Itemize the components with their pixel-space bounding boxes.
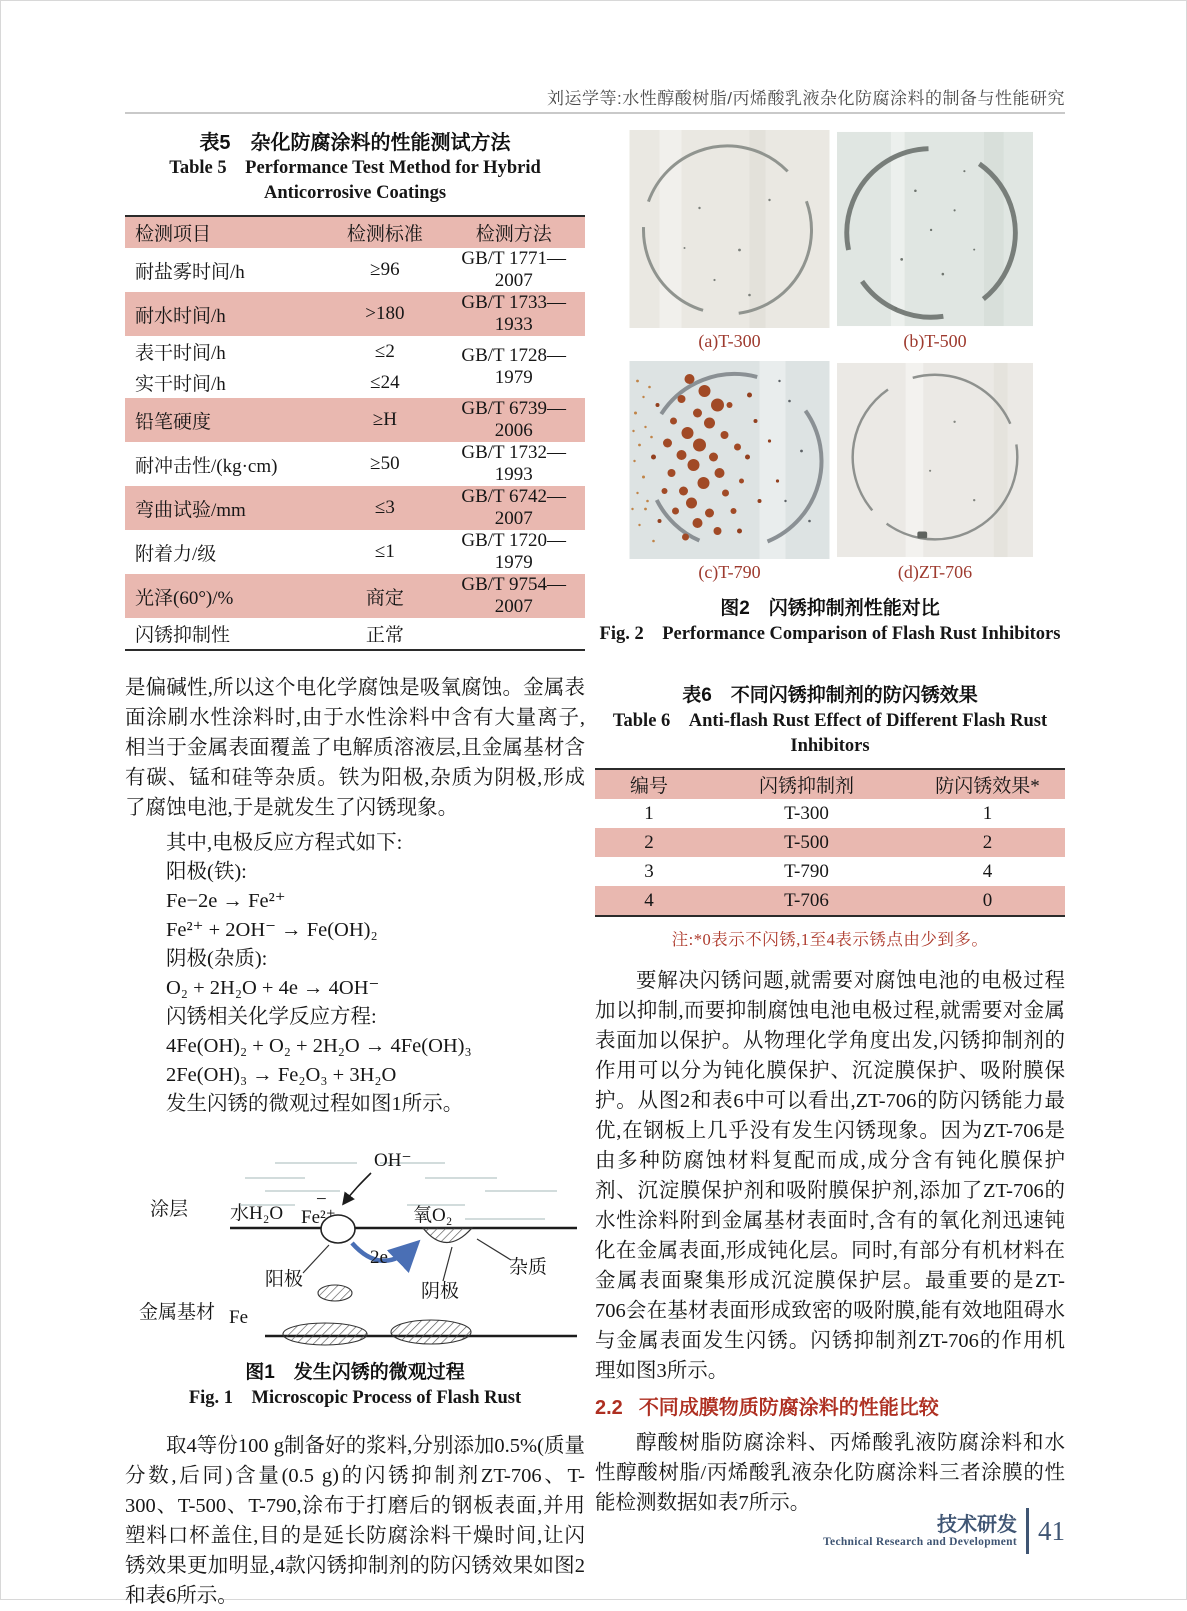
cell-item: 弯曲试验/mm bbox=[135, 499, 246, 521]
table-row bbox=[125, 292, 585, 336]
paragraph: 取4等份100 g制备好的浆料,分别添加0.5%(质量分数,后同)含量(0.5 g)的闪锈抑制剂ZT-706、T-300、T-500、T-790,涂布于打磨后的钢板表面,并用塑料口杯盖住,目的是延长防腐涂料干燥时间,让闪锈效果更加明显,4款闪锈抑制剂的防闪锈效果如图2和表6所示。 bbox=[125, 1435, 585, 1607]
flash-rust-diagram bbox=[125, 1133, 585, 1355]
cell-item: 光泽(60°)/% bbox=[135, 587, 234, 609]
equation-line: 阴极(杂质): bbox=[166, 948, 268, 970]
photo-label-c: (c)T-790 bbox=[698, 562, 761, 582]
cell-standard: 商定 bbox=[365, 587, 404, 609]
cell-inhibitor: T-300 bbox=[784, 802, 829, 824]
cell-method: GB/T 1720—1979 bbox=[461, 530, 567, 573]
photo-t300 bbox=[628, 130, 831, 328]
table-row bbox=[125, 574, 585, 618]
cell-item: 耐冲击性/(kg·cm) bbox=[135, 455, 278, 477]
right-column bbox=[595, 130, 1065, 1518]
col-header: 闪锈抑制剂 bbox=[758, 776, 854, 797]
cell-effect: 2 bbox=[982, 831, 993, 853]
table-row bbox=[125, 486, 585, 530]
table-row bbox=[125, 442, 585, 486]
label-substrate: 金属基材 bbox=[139, 1302, 216, 1323]
photo-t790 bbox=[628, 361, 831, 559]
section-heading-2-2 bbox=[595, 1394, 1065, 1422]
col-header: 防闪锈效果* bbox=[935, 776, 1040, 797]
figure2-captions bbox=[595, 596, 1065, 647]
table5 bbox=[125, 215, 585, 651]
cell-standard: 正常 bbox=[365, 625, 404, 646]
figure2-photo-grid bbox=[628, 130, 1065, 592]
table-row bbox=[595, 828, 1065, 857]
cell-item: 闪锈抑制性 bbox=[135, 625, 231, 646]
cell-no: 2 bbox=[644, 831, 654, 853]
label-minus: − bbox=[316, 1189, 327, 1210]
label-electrons: 2e bbox=[370, 1247, 388, 1268]
cell-inhibitor: T-706 bbox=[784, 889, 829, 911]
figure1 bbox=[125, 1133, 585, 1411]
table-row bbox=[125, 248, 585, 292]
cell-standard: ≥H bbox=[372, 409, 397, 430]
cathode-pointer bbox=[443, 1247, 452, 1281]
equation-line: Fe²⁺ + 2OH⁻ → Fe(OH)₂ bbox=[166, 919, 378, 941]
photo-zt706 bbox=[837, 361, 1033, 559]
photo-label-b: (b)T-500 bbox=[903, 331, 967, 351]
table5-header-row bbox=[125, 216, 585, 248]
equation-line: 2Fe(OH)₃ → Fe₂O₃ + 3H₂O bbox=[166, 1064, 397, 1086]
cell-item: 附着力/级 bbox=[135, 543, 217, 565]
equation-line: 4Fe(OH)₂ + O₂ + 2H₂O → 4Fe(OH)₃ bbox=[166, 1035, 472, 1057]
figure2-caption-en: Fig. 2 Performance Comparison of Flash Rust Inhibitors bbox=[599, 624, 1061, 644]
paragraph: 要解决闪锈问题,就需要对腐蚀电池的电极过程加以抑制,而要抑制腐蚀电池电极过程,就需要对金属表面加以保护。从物理化学角度出发,闪锈抑制剂的作用可以分为钝化膜保护、沉淀膜保护、吸附膜保护。从图2和表6中可以看出,ZT-706的防闪锈能力最优,在钢板上几乎没有发生闪锈现象。因为ZT-706是由多种防腐蚀材料复配而成,成分含有钝化膜保护剂、沉淀膜保护剂和吸附膜保护剂,添加了ZT-706的水性涂料附到金属基材表面时,含有的氧化剂迅速钝化在金属表面,形成钝化层。同时,有部分有机材料在金属表面聚集形成沉淀膜保护层。最重要的是ZT-706会在基材表面形成致密的吸附膜,能有效地阻碍水与金属表面发生闪锈。闪锈抑制剂ZT-706的作用机理如图3所示。 bbox=[595, 970, 1065, 1382]
table6-captions bbox=[595, 683, 1065, 759]
col-header: 检测方法 bbox=[475, 224, 552, 245]
photo-label-d: (d)ZT-706 bbox=[897, 562, 973, 582]
cell-no: 4 bbox=[644, 889, 654, 911]
table-row bbox=[595, 886, 1065, 916]
footer-section-en: Technical Research and Development bbox=[823, 1536, 1017, 1548]
cell-method: GB/T 1771—2007 bbox=[461, 248, 567, 291]
label-ferrous-ion: Fe²⁺ bbox=[301, 1207, 336, 1228]
page-number: 41 bbox=[1038, 1515, 1065, 1546]
cell-method-merged: GB/T 1728—1979 bbox=[461, 345, 567, 388]
cell-effect: 4 bbox=[982, 860, 993, 882]
equation-block bbox=[125, 829, 585, 1119]
cell-standard: ≤24 bbox=[370, 371, 400, 393]
label-oxygen: 氧O₂ bbox=[413, 1205, 453, 1226]
footer-section-zh: 技术研发 bbox=[937, 1514, 1017, 1536]
cell-method bbox=[442, 618, 585, 650]
cell-inhibitor: T-790 bbox=[784, 860, 829, 882]
table6-header-row bbox=[595, 769, 1065, 799]
page-footer bbox=[823, 1508, 1065, 1554]
label-coating: 涂层 bbox=[150, 1199, 189, 1220]
hydroxide-arrow bbox=[344, 1173, 371, 1203]
figure2-caption-zh: 图2 闪锈抑制剂性能对比 bbox=[720, 598, 940, 619]
section-title: 不同成膜物质防腐涂料的性能比较 bbox=[638, 1397, 939, 1419]
equation-line: 阳极(铁): bbox=[166, 861, 247, 883]
label-cathode: 阴极 bbox=[421, 1281, 460, 1302]
table6-caption-zh: 表6 不同闪锈抑制剂的防闪锈效果 bbox=[682, 685, 978, 706]
cell-standard: ≤2 bbox=[374, 340, 395, 362]
table5-caption-en-1: Table 5 Performance Test Method for Hybrid bbox=[169, 158, 541, 178]
inclusion bbox=[283, 1323, 367, 1345]
table6 bbox=[595, 768, 1065, 917]
cell-standard: >180 bbox=[365, 303, 405, 324]
cell-no: 1 bbox=[644, 802, 654, 824]
label-anode: 阳极 bbox=[265, 1269, 304, 1290]
cell-method: GB/T 1732—1993 bbox=[461, 442, 567, 485]
table6-footnote: 注:*0表示不闪锈,1至4表示锈点由少到多。 bbox=[671, 930, 989, 949]
cell-effect: 1 bbox=[982, 802, 993, 824]
photo-label-a: (a)T-300 bbox=[698, 331, 761, 351]
table5-caption-en-2: Anticorrosive Coatings bbox=[263, 183, 447, 203]
label-hydroxide: OH⁻ bbox=[374, 1150, 412, 1171]
paragraph: 醇酸树脂防腐涂料、丙烯酸乳液防腐涂料和水性醇酸树脂/丙烯酸乳液杂化防腐涂料三者涂膜的性能检测数据如表7所示。 bbox=[595, 1432, 1065, 1514]
label-water: 水H₂O bbox=[230, 1203, 284, 1224]
cell-item: 耐盐雾时间/h bbox=[135, 261, 245, 283]
figure1-caption-zh: 图1 发生闪锈的微观过程 bbox=[245, 1362, 465, 1383]
figure1-caption-en: Fig. 1 Microscopic Process of Flash Rust bbox=[188, 1388, 522, 1408]
water-ripples bbox=[240, 1163, 557, 1219]
cathode-impurity-region bbox=[423, 1228, 472, 1243]
col-header: 检测标准 bbox=[346, 224, 423, 245]
cell-item: 铅笔硬度 bbox=[135, 411, 212, 433]
table-row bbox=[125, 398, 585, 442]
photo-t500 bbox=[837, 130, 1033, 328]
equation-line: 发生闪锈的微观过程如图1所示。 bbox=[166, 1093, 464, 1115]
cell-method: GB/T 9754—2007 bbox=[461, 574, 567, 617]
equation-line: Fe−2e → Fe²⁺ bbox=[166, 890, 286, 912]
footer-divider bbox=[1026, 1508, 1029, 1554]
cell-standard: ≤3 bbox=[374, 497, 395, 518]
col-header: 检测项目 bbox=[135, 224, 212, 245]
header-rule bbox=[125, 112, 1065, 114]
equation-line: O₂ + 2H₂O + 4e → 4OH⁻ bbox=[166, 977, 380, 999]
anode-pointer bbox=[303, 1245, 329, 1273]
table-row bbox=[125, 336, 585, 367]
cell-standard: ≥96 bbox=[370, 259, 400, 280]
inclusion bbox=[391, 1320, 471, 1344]
table-row bbox=[595, 799, 1065, 828]
running-head: 刘运学等:水性醇酸树脂/丙烯酸乳液杂化防腐涂料的制备与性能研究 bbox=[547, 89, 1065, 108]
section-number: 2.2 bbox=[595, 1397, 623, 1419]
cell-item: 实干时间/h bbox=[135, 374, 226, 395]
label-impurity: 杂质 bbox=[509, 1257, 548, 1278]
cell-method: GB/T 6739—2006 bbox=[461, 398, 567, 441]
paragraph: 是偏碱性,所以这个电化学腐蚀是吸氧腐蚀。金属表面涂刷水性涂料时,由于水性涂料中含有大量离子,相当于金属表面覆盖了电解质溶液层,且金属基材含有碳、锰和硅等杂质。铁为阳极,杂质为阴极,形成了腐蚀电池,于是就发生了闪锈现象。 bbox=[125, 677, 585, 819]
table-row bbox=[125, 530, 585, 574]
cell-standard: ≥50 bbox=[370, 453, 400, 474]
cell-method: GB/T 1733—1933 bbox=[461, 292, 567, 335]
cell-item: 耐水时间/h bbox=[135, 305, 226, 327]
inclusion bbox=[318, 1285, 352, 1301]
cell-standard: ≤1 bbox=[374, 541, 395, 562]
cell-no: 3 bbox=[644, 860, 654, 882]
table5-caption-zh: 表5 杂化防腐涂料的性能测试方法 bbox=[199, 132, 511, 154]
equation-line: 其中,电极反应方程式如下: bbox=[166, 832, 403, 854]
cell-method: GB/T 6742—2007 bbox=[461, 486, 567, 529]
impurity-pointer bbox=[477, 1239, 511, 1260]
left-column bbox=[125, 130, 585, 1611]
equation-line: 闪锈相关化学反应方程: bbox=[166, 1006, 377, 1028]
cell-item: 表干时间/h bbox=[135, 343, 226, 364]
table6-caption-en-2: Inhibitors bbox=[790, 736, 870, 756]
table-row bbox=[125, 618, 585, 650]
table6-caption-en-1: Table 6 Anti-flash Rust Effect of Different Flash Rust bbox=[612, 711, 1048, 731]
table-row bbox=[595, 857, 1065, 886]
cell-inhibitor: T-500 bbox=[784, 831, 829, 853]
label-iron: Fe bbox=[229, 1307, 248, 1328]
col-header: 编号 bbox=[630, 776, 669, 797]
cell-effect: 0 bbox=[982, 889, 993, 911]
